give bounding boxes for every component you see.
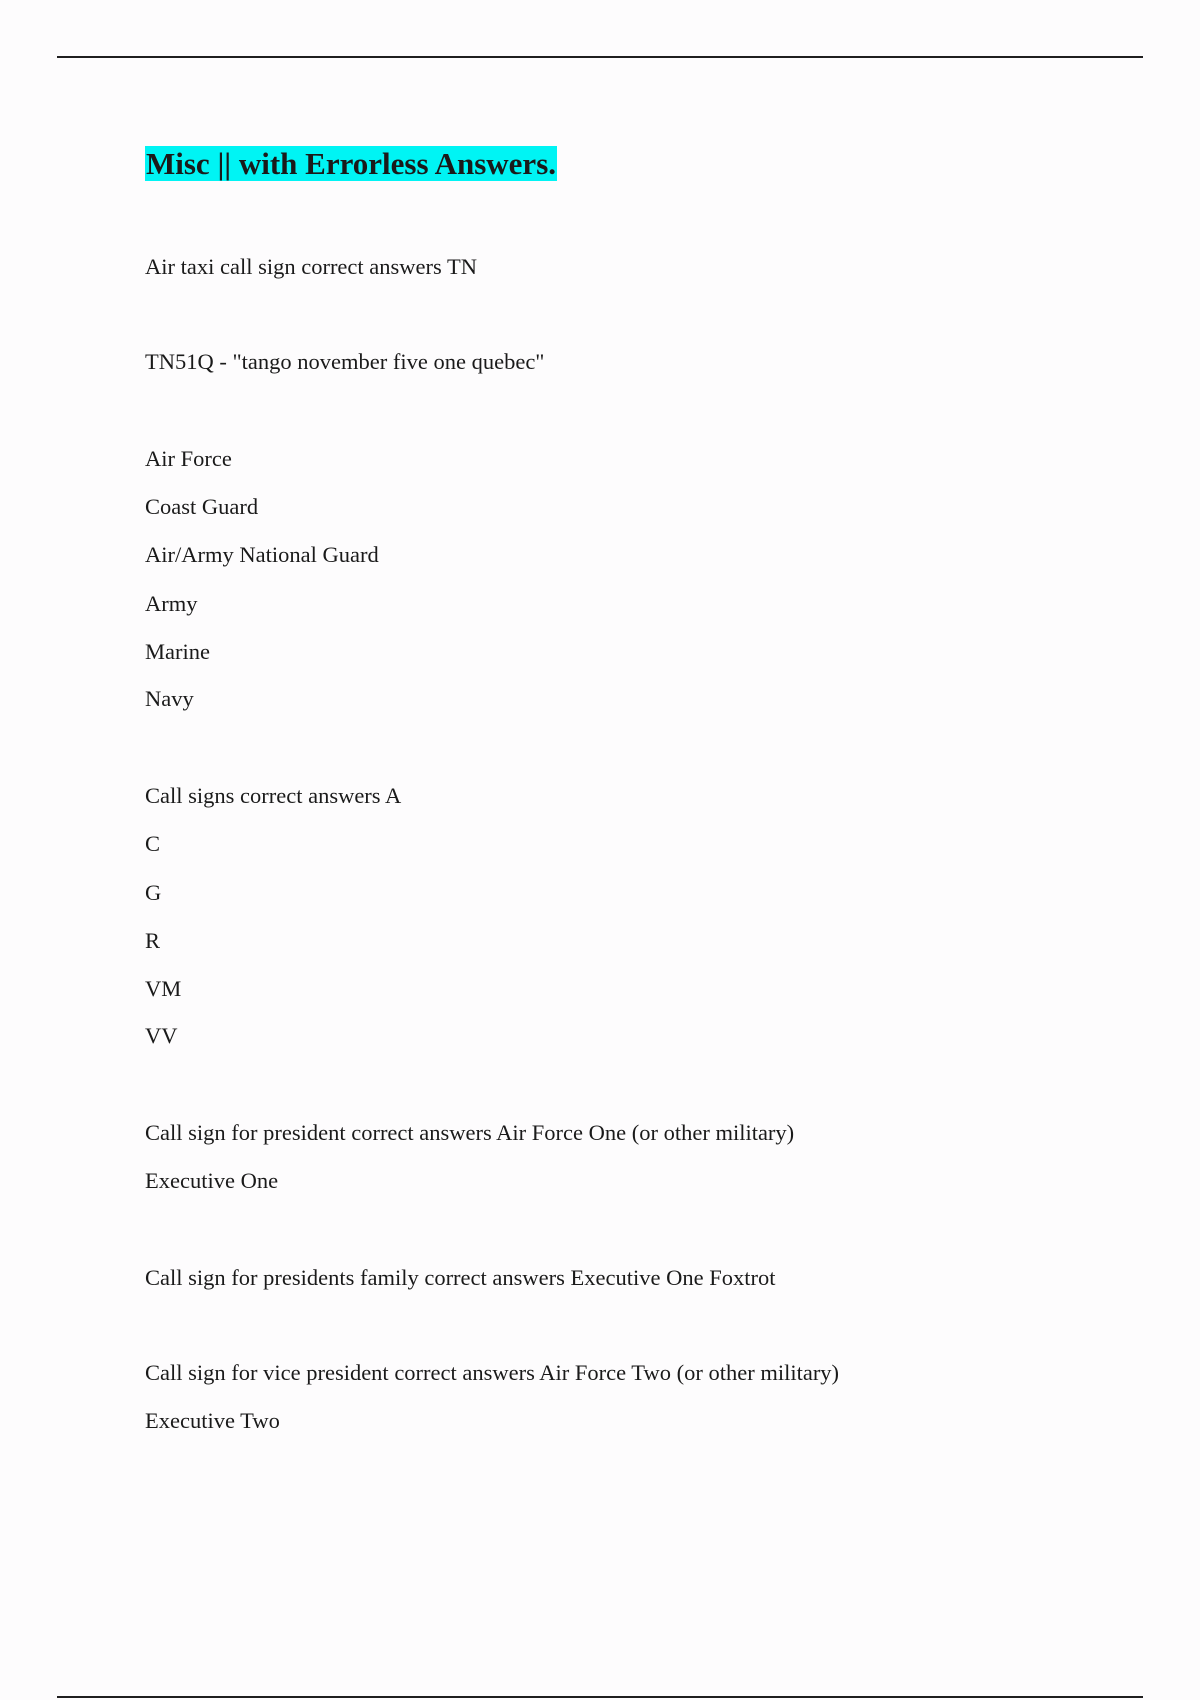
text-line-vice-president: Call sign for vice president correct answers Air Force Two (or other military): [145, 1360, 840, 1385]
text-line-air-force: Air Force: [145, 446, 232, 471]
text-line-marine: Marine: [145, 639, 210, 664]
top-rule: [57, 56, 1143, 58]
text-line-r: R: [145, 928, 161, 953]
text-line-vv: VV: [145, 1023, 178, 1048]
text-line-vm: VM: [145, 976, 182, 1001]
text-line-army: Army: [145, 591, 198, 616]
text-line-call-signs: Call signs correct answers A: [145, 783, 402, 808]
text-line-presidents-family: Call sign for presidents family correct answers Executive One Foxtrot: [145, 1265, 776, 1290]
bottom-rule: [57, 1696, 1143, 1698]
text-line-g: G: [145, 880, 162, 905]
text-line-executive-one: Executive One: [145, 1168, 279, 1193]
text-line-navy: Navy: [145, 686, 194, 711]
text-line-coast-guard: Coast Guard: [145, 494, 259, 519]
text-line-president: Call sign for president correct answers Air Force One (or other military): [145, 1120, 795, 1145]
title-highlight: Misc || with Errorless Answers.: [146, 146, 557, 181]
text-line-executive-two: Executive Two: [145, 1408, 280, 1433]
text-line-air-taxi: Air taxi call sign correct answers TN: [145, 254, 477, 279]
text-line-c: C: [145, 831, 161, 856]
document-title: [145, 144, 557, 184]
text-line-national-guard: Air/Army National Guard: [145, 542, 379, 567]
text-line-tn51q: TN51Q - "tango november five one quebec": [145, 349, 545, 374]
